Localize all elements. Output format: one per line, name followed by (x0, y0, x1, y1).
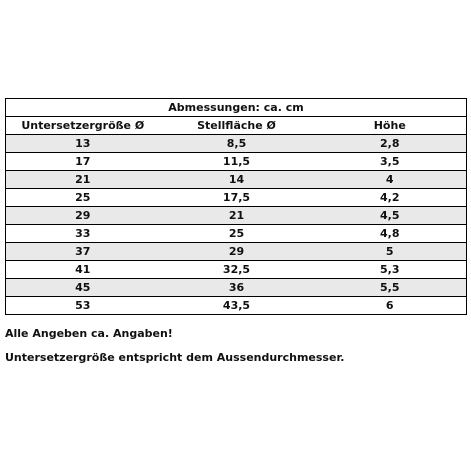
cell-height: 6 (314, 297, 467, 315)
cell-base-area: 14 (160, 171, 314, 189)
dimensions-table-container (5, 98, 466, 315)
cell-base-area: 29 (160, 243, 314, 261)
cell-coaster-size: 25 (6, 189, 160, 207)
cell-height: 5,3 (314, 261, 467, 279)
cell-coaster-size: 53 (6, 297, 160, 315)
cell-base-area: 36 (160, 279, 314, 297)
table-row (6, 153, 467, 171)
table-row (6, 261, 467, 279)
cell-height: 5,5 (314, 279, 467, 297)
cell-base-area: 25 (160, 225, 314, 243)
cell-height: 4,8 (314, 225, 467, 243)
cell-coaster-size: 45 (6, 279, 160, 297)
cell-height: 4,2 (314, 189, 467, 207)
table-caption-row (6, 99, 467, 117)
table-row (6, 297, 467, 315)
table-header-row (6, 117, 467, 135)
cell-coaster-size: 37 (6, 243, 160, 261)
table-caption: Abmessungen: ca. cm (168, 101, 304, 114)
cell-coaster-size: 41 (6, 261, 160, 279)
column-header-height: Höhe (314, 117, 467, 135)
cell-coaster-size: 29 (6, 207, 160, 225)
table-row (6, 135, 467, 153)
cell-height: 4 (314, 171, 467, 189)
cell-height: 2,8 (314, 135, 467, 153)
cell-height: 5 (314, 243, 467, 261)
cell-height: 4,5 (314, 207, 467, 225)
cell-base-area: 8,5 (160, 135, 314, 153)
table-row (6, 279, 467, 297)
cell-coaster-size: 13 (6, 135, 160, 153)
cell-base-area: 21 (160, 207, 314, 225)
column-header-coaster-size: Untersetzergröße Ø (6, 117, 160, 135)
table-row (6, 207, 467, 225)
table-row (6, 243, 467, 261)
dimensions-table (5, 98, 467, 315)
note-approximate-values: Alle Angeben ca. Angaben! (5, 327, 173, 340)
cell-coaster-size: 21 (6, 171, 160, 189)
cell-base-area: 43,5 (160, 297, 314, 315)
cell-base-area: 17,5 (160, 189, 314, 207)
note-size-definition: Untersetzergröße entspricht dem Aussendurchmesser. (5, 351, 345, 364)
cell-coaster-size: 17 (6, 153, 160, 171)
cell-base-area: 11,5 (160, 153, 314, 171)
cell-coaster-size: 33 (6, 225, 160, 243)
table-row (6, 189, 467, 207)
table-row (6, 225, 467, 243)
cell-height: 3,5 (314, 153, 467, 171)
cell-base-area: 32,5 (160, 261, 314, 279)
table-row (6, 171, 467, 189)
column-header-base-area: Stellfläche Ø (160, 117, 314, 135)
